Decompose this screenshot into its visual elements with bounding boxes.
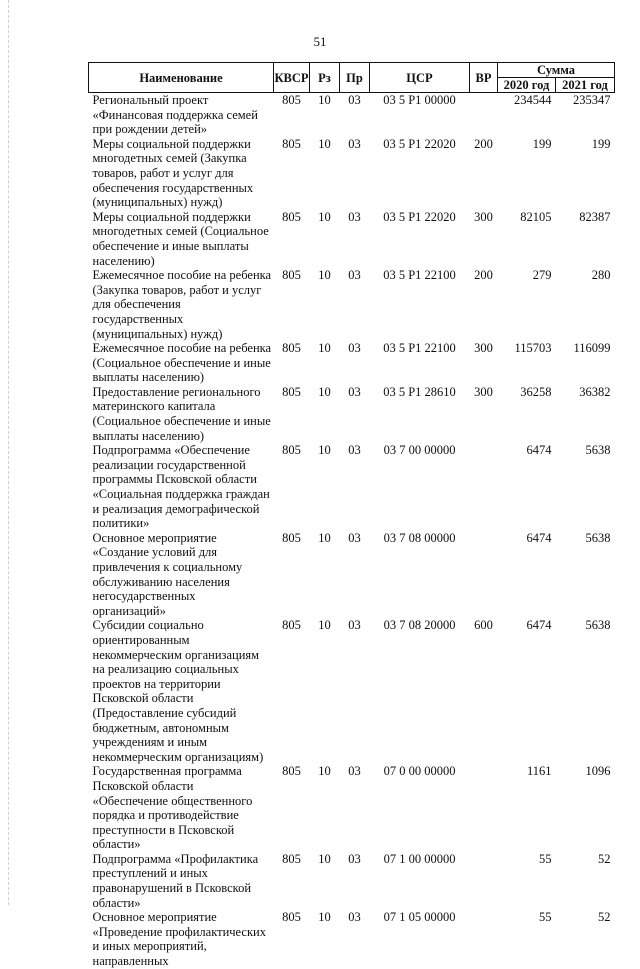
row-sum-2021: 116099 bbox=[573, 341, 611, 356]
row-name: Меры социальной поддержки многодетных семей (Закупка товаров, работ и услуг для обеспечения государственных (муниципальных) нужд) bbox=[92, 136, 254, 210]
row-rz: 10 bbox=[318, 93, 331, 107]
row-sum-2021: 5638 bbox=[585, 618, 611, 633]
row-sum-2020: 199 bbox=[532, 136, 552, 151]
row-name: Основное мероприятие «Проведение профилактических и иных мероприятий, направленных bbox=[92, 910, 266, 969]
row-name: Региональный проект «Финансовая поддержка семей при рождении детей» bbox=[92, 93, 258, 137]
table-row bbox=[89, 93, 615, 137]
row-sum-2020: 279 bbox=[532, 268, 552, 283]
row-csr: 03 5 P1 00000 bbox=[383, 93, 456, 107]
row-vr: 300 bbox=[474, 341, 493, 356]
table-row bbox=[89, 531, 615, 619]
row-vr bbox=[470, 93, 498, 137]
row-sum-2020: 6474 bbox=[526, 530, 552, 545]
row-pr: 03 bbox=[348, 910, 361, 925]
table-row bbox=[89, 443, 615, 531]
table-row bbox=[89, 764, 615, 852]
row-vr bbox=[470, 910, 498, 968]
row-pr: 03 bbox=[348, 618, 361, 633]
row-kvsr: 805 bbox=[282, 341, 301, 356]
row-sum-2021: 5638 bbox=[585, 530, 611, 545]
row-rz: 10 bbox=[318, 268, 331, 283]
page-number: 51 bbox=[313, 34, 327, 49]
row-pr: 03 bbox=[348, 851, 361, 866]
row-pr: 03 bbox=[348, 443, 361, 458]
row-sum-2020: 55 bbox=[539, 851, 552, 866]
row-pr: 03 bbox=[348, 93, 361, 107]
row-pr: 03 bbox=[348, 384, 361, 399]
row-kvsr: 805 bbox=[282, 618, 301, 633]
row-name: Предоставление регионального материнского капитала (Социальное обеспечение и иные выплаты населению) bbox=[92, 384, 271, 443]
row-kvsr: 805 bbox=[282, 136, 301, 151]
row-pr: 03 bbox=[348, 209, 361, 224]
row-vr: 600 bbox=[474, 618, 493, 633]
row-name: Подпрограмма «Обеспечение реализации государственной программы Псковской области «Социальная поддержка граждан и реализация демографической политики» bbox=[92, 443, 270, 531]
row-pr: 03 bbox=[348, 530, 361, 545]
row-pr: 03 bbox=[348, 136, 361, 151]
table-row bbox=[89, 910, 615, 968]
table-row bbox=[89, 137, 615, 210]
row-rz: 10 bbox=[318, 764, 331, 779]
header-2020: 2020 год bbox=[498, 78, 556, 93]
row-name: Меры социальной поддержки многодетных семей (Социальное обеспечение и иные выплаты населению) bbox=[92, 209, 269, 268]
row-vr bbox=[470, 764, 498, 852]
row-sum-2020: 115703 bbox=[514, 341, 552, 356]
row-name: Подпрограмма «Профилактика преступлений и иных правонарушений в Псковской области» bbox=[92, 851, 259, 910]
row-sum-2020: 6474 bbox=[526, 618, 552, 633]
header-sum: Сумма bbox=[498, 63, 615, 78]
row-vr: 300 bbox=[474, 209, 493, 224]
row-vr: 200 bbox=[474, 136, 493, 151]
table-row bbox=[89, 341, 615, 385]
table-body bbox=[89, 93, 615, 969]
row-pr: 03 bbox=[348, 341, 361, 356]
row-sum-2021: 52 bbox=[598, 910, 611, 925]
row-kvsr: 805 bbox=[282, 764, 301, 779]
row-name: Государственная программа Псковской области «Обеспечение общественного порядка и противодействие преступности в Псковской области» bbox=[92, 764, 253, 852]
row-csr: 03 7 00 00000 bbox=[383, 443, 456, 458]
row-rz: 10 bbox=[318, 910, 331, 925]
row-csr: 03 5 P1 22020 bbox=[383, 136, 456, 151]
table-row bbox=[89, 618, 615, 764]
row-sum-2020: 55 bbox=[539, 910, 552, 925]
row-csr: 07 1 00 00000 bbox=[383, 851, 456, 866]
row-sum-2021: 235347 bbox=[573, 93, 611, 107]
row-sum-2020: 6474 bbox=[526, 443, 552, 458]
row-name: Ежемесячное пособие на ребенка (Социальное обеспечение и иные выплаты населению) bbox=[92, 341, 272, 385]
header-vr: ВР bbox=[470, 63, 498, 93]
row-sum-2020: 82105 bbox=[520, 209, 552, 224]
table-row bbox=[89, 385, 615, 443]
row-sum-2021: 52 bbox=[598, 851, 611, 866]
row-rz: 10 bbox=[318, 851, 331, 866]
row-sum-2020: 234544 bbox=[514, 93, 552, 107]
row-rz: 10 bbox=[318, 209, 331, 224]
row-csr: 03 7 08 20000 bbox=[383, 618, 456, 633]
row-name: Основное мероприятие «Создание условий для привлечения к социальному обслуживанию населения негосударственных организаций» bbox=[92, 530, 243, 618]
page-edge-line bbox=[8, 0, 10, 905]
row-csr: 03 5 P1 22020 bbox=[383, 209, 456, 224]
row-rz: 10 bbox=[318, 136, 331, 151]
header-csr: ЦСР bbox=[370, 63, 470, 93]
row-rz: 10 bbox=[318, 443, 331, 458]
header-kvsr: КВСР bbox=[274, 63, 310, 93]
row-pr: 03 bbox=[348, 764, 361, 779]
row-sum-2021: 1096 bbox=[585, 764, 611, 779]
row-kvsr: 805 bbox=[282, 93, 301, 107]
row-sum-2020: 1161 bbox=[526, 764, 552, 779]
row-sum-2021: 36382 bbox=[579, 384, 611, 399]
row-rz: 10 bbox=[318, 618, 331, 633]
row-kvsr: 805 bbox=[282, 443, 301, 458]
row-kvsr: 805 bbox=[282, 851, 301, 866]
row-csr: 03 7 08 00000 bbox=[383, 530, 456, 545]
row-vr: 300 bbox=[474, 384, 493, 399]
header-name: Наименование bbox=[89, 63, 274, 93]
row-kvsr: 805 bbox=[282, 910, 301, 925]
row-rz: 10 bbox=[318, 384, 331, 399]
header-pr: Пр bbox=[340, 63, 370, 93]
row-csr: 03 5 P1 28610 bbox=[383, 384, 456, 399]
row-kvsr: 805 bbox=[282, 268, 301, 283]
row-rz: 10 bbox=[318, 341, 331, 356]
row-csr: 03 5 P1 22100 bbox=[383, 341, 456, 356]
row-vr bbox=[470, 531, 498, 619]
budget-table bbox=[88, 62, 615, 969]
row-sum-2020: 36258 bbox=[520, 384, 552, 399]
table-row bbox=[89, 210, 615, 268]
row-kvsr: 805 bbox=[282, 209, 301, 224]
row-vr: 200 bbox=[474, 268, 493, 283]
row-pr: 03 bbox=[348, 268, 361, 283]
row-kvsr: 805 bbox=[282, 530, 301, 545]
row-csr: 03 5 P1 22100 bbox=[383, 268, 456, 283]
header-2021: 2021 год bbox=[556, 78, 615, 93]
row-vr bbox=[470, 443, 498, 531]
row-sum-2021: 5638 bbox=[585, 443, 611, 458]
row-name: Субсидии социально ориентированным некоммерческим организациям на реализацию социальных проектов на территории Псковской области (Предоставление субсидий бюджетным, автономным учреждениям и иным некоммерческим организациям) bbox=[92, 618, 264, 764]
row-sum-2021: 82387 bbox=[579, 209, 611, 224]
row-name: Ежемесячное пособие на ребенка (Закупка товаров, работ и услуг для обеспечения государственных (муниципальных) нужд) bbox=[92, 268, 272, 341]
header-rz: Рз bbox=[310, 63, 340, 93]
table-row bbox=[89, 268, 615, 341]
row-vr bbox=[470, 852, 498, 910]
row-csr: 07 0 00 00000 bbox=[383, 764, 456, 779]
row-kvsr: 805 bbox=[282, 384, 301, 399]
table-row bbox=[89, 852, 615, 910]
row-sum-2021: 280 bbox=[591, 268, 611, 283]
row-sum-2021: 199 bbox=[591, 136, 611, 151]
row-rz: 10 bbox=[318, 530, 331, 545]
row-csr: 07 1 05 00000 bbox=[383, 910, 456, 925]
